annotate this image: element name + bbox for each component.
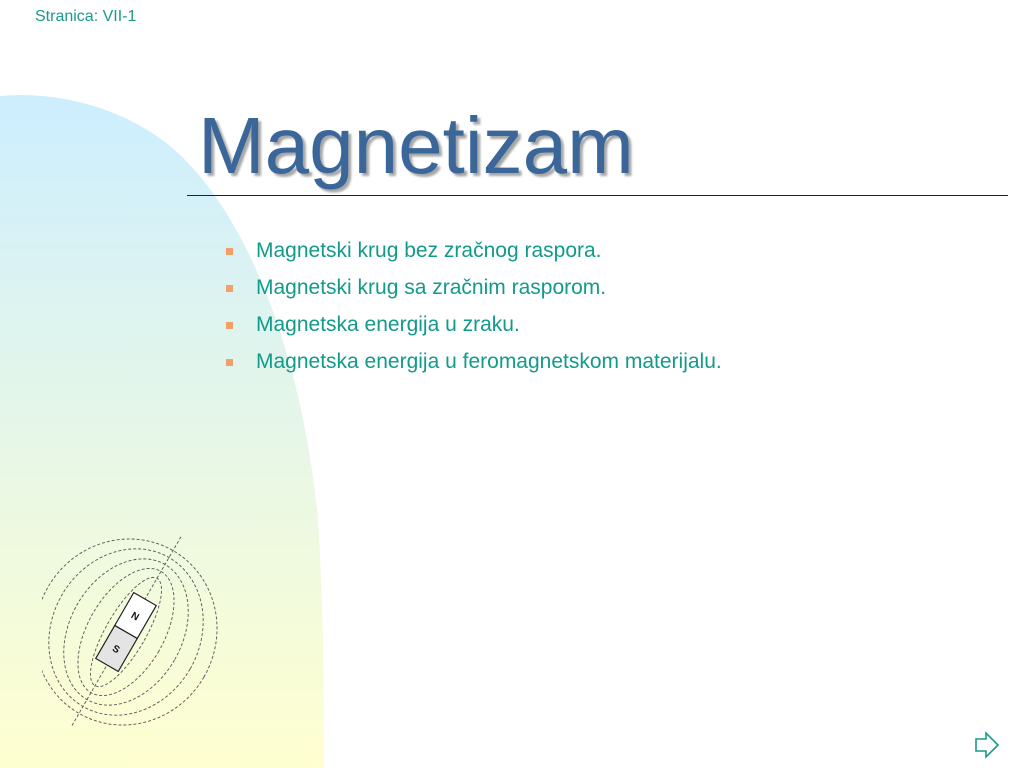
square-bullet-icon [226,248,233,255]
list-item-text: Magnetska energija u feromagnetskom materijalu. [256,350,722,373]
page-number-label: Stranica: VII-1 [35,8,137,25]
slide-title: Magnetizam [198,101,634,190]
list-item [226,347,722,384]
bar-magnet-field-illustration [42,528,232,738]
list-item-text: Magnetska energija u zraku. [256,313,520,336]
list-item [226,236,722,273]
list-item [226,273,722,310]
north-label: N [128,610,141,624]
list-item [226,310,722,347]
bullet-list [226,236,722,384]
south-label: S [110,643,122,657]
list-item-text: Magnetski krug sa zračnim rasporom. [256,276,607,299]
list-item-text: Magnetski krug bez zračnog raspora. [256,239,602,262]
square-bullet-icon [226,322,233,329]
square-bullet-icon [226,359,233,366]
square-bullet-icon [226,285,233,292]
next-slide-arrow-icon[interactable] [972,730,1002,760]
title-underline [187,195,1008,196]
